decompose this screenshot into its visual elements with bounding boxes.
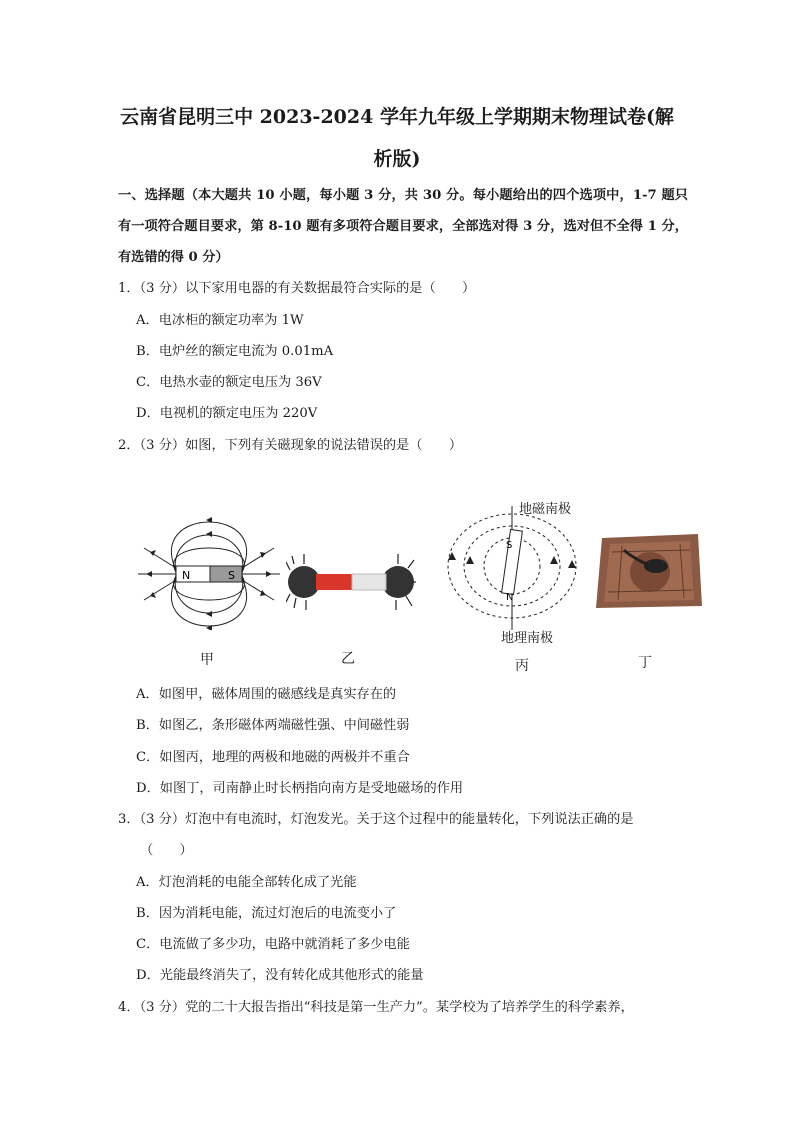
question-1-option-c: C．电热水壶的额定电压为 36V [136, 375, 322, 390]
figure-ding-sinan-compass [594, 532, 704, 610]
caption-bing: 丙 [515, 658, 529, 674]
question-2-option-d: D．如图丁，司南静止时长柄指向南方是受地磁场的作用 [136, 781, 464, 796]
figure-jia-magnet-field [136, 512, 282, 630]
magnet-s-label: S [228, 569, 235, 582]
question-2-option-c: C．如图丙，地理的两极和地磁的两极并不重合 [136, 750, 410, 765]
title-line-1: 云南省昆明三中 2023-2024 学年九年级上学期期末物理试卷(解 [120, 106, 674, 128]
figure-yi-iron-filings [286, 552, 416, 612]
geographic-south-label: 地理南极 [501, 631, 554, 646]
question-4-stem: 4．（3 分）党的二十大报告指出“科技是第一生产力”。某学校为了培养学生的科学素养， [118, 1000, 634, 1015]
caption-jia: 甲 [200, 652, 214, 668]
question-3-option-d: D．光能最终消失了，没有转化成其他形式的能量 [136, 968, 424, 983]
question-3-option-c: C．电流做了多少功，电路中就消耗了多少电能 [136, 937, 410, 952]
section-header: 一、选择题（本大题共 10 小题，每小题 3 分，共 30 分。每小题给出的四个选项中，1-7 题只有一项符合题目要求，第 8-10 题有多项符合题目要求，全部选对得 3 分，选对但不全得 1 分，有选错的得 0 分） [118, 188, 688, 265]
question-3-option-b: B．因为消耗电能，流过灯泡后的电流变小了 [136, 906, 397, 921]
question-3-option-a: A．灯泡消耗的电能全部转化成了光能 [136, 875, 357, 890]
geo-magnetic-south-label: 地磁南极 [519, 502, 572, 517]
question-1-option-d: D．电视机的额定电压为 220V [136, 406, 318, 421]
question-2-option-b: B．如图乙，条形磁体两端磁性强、中间磁性弱 [136, 718, 410, 733]
magnet-n-label: N [182, 569, 191, 582]
caption-yi: 乙 [341, 651, 355, 667]
question-1-stem: 1．（3 分）以下家用电器的有关数据最符合实际的是（ ） [118, 281, 476, 296]
question-1-option-b: B．电炉丝的额定电流为 0.01mA [136, 344, 334, 359]
title-line-2: 析版) [373, 148, 421, 170]
caption-ding: 丁 [638, 655, 652, 671]
figure-bing-earth-field [440, 500, 580, 640]
question-3-stem: 3．（3 分）灯泡中有电流时，灯泡发光。关于这个过程中的能量转化，下列说法正确的是 [118, 812, 634, 827]
question-3-stem-continued: （ ） [140, 843, 193, 858]
question-2-option-a: A．如图甲，磁体周围的磁感线是真实存在的 [136, 687, 397, 702]
earth-magnet-s-label: S [506, 540, 513, 551]
question-2-stem: 2．（3 分）如图，下列有关磁现象的说法错误的是（ ） [118, 438, 463, 453]
earth-magnet-n-label: N [506, 592, 514, 603]
question-1-option-a: A．电冰柜的额定功率为 1W [136, 313, 304, 328]
